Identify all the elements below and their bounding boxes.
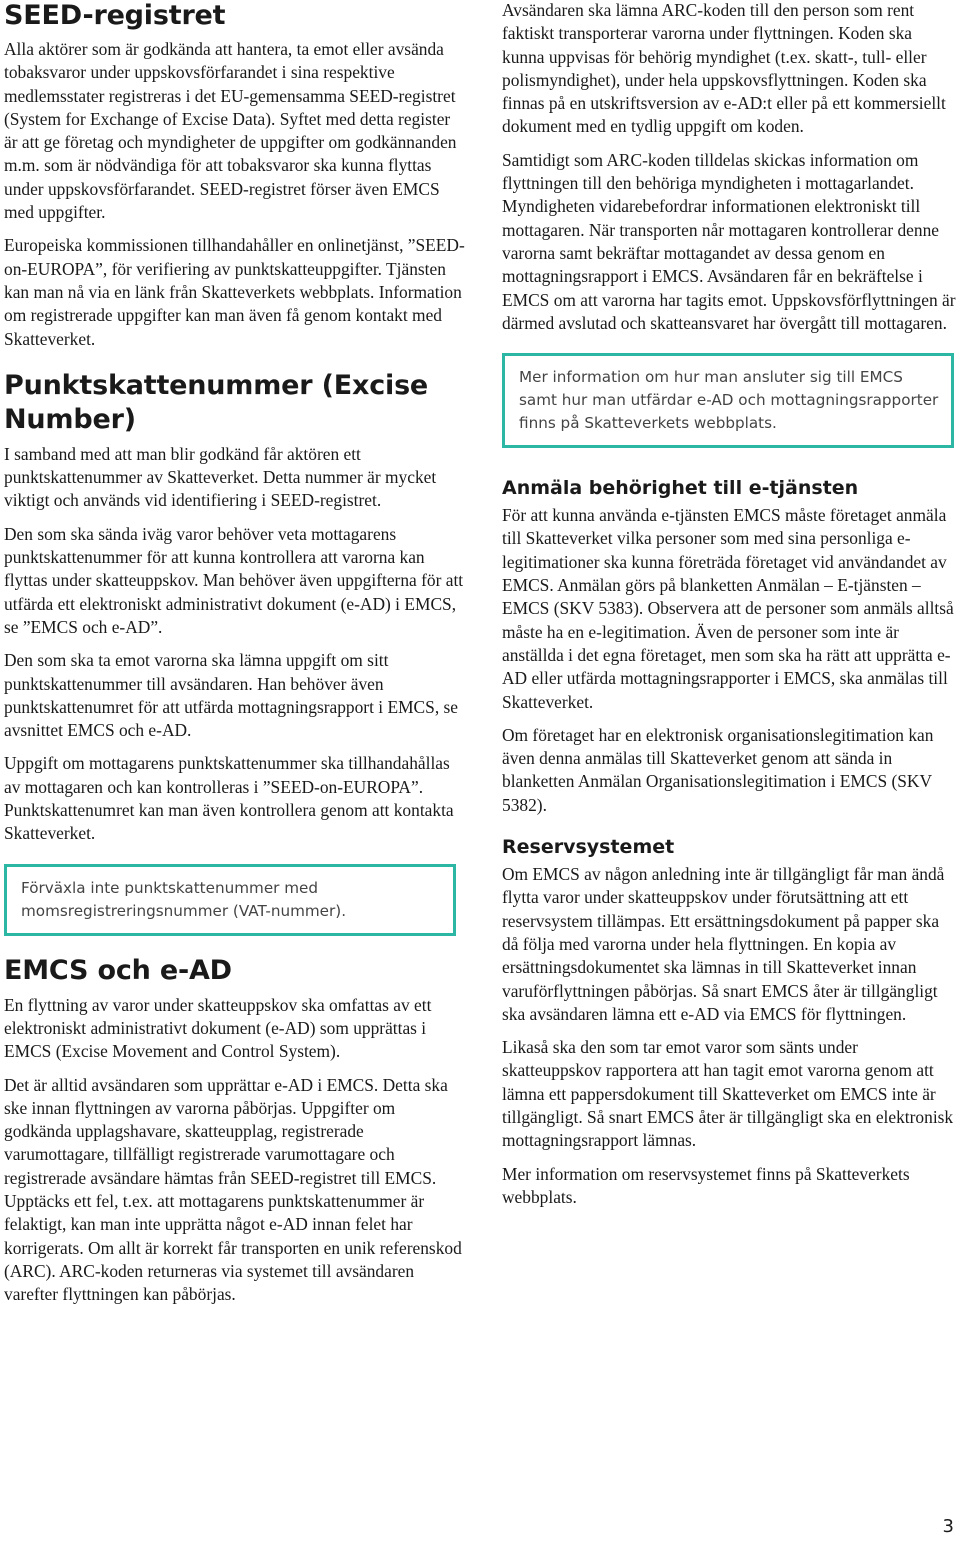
seed-paragraph-1: Alla aktörer som är godkända att hantera, ta emot eller avsända tobaksvaror under uppskovsförfarandet i sina respektive medlemsstater registreras i det EU-gemensamma SEED-registret (System for Exchange of Excise Data). Syftet med detta register är att ge företag och myndigheter de uppgifter om godkännanden m.m. som är nödvändiga för att tobaksvaror ska kunna flyttas under uppskovsförfarandet. SEED-registret förser även EMCS med uppgifter. [4,39,457,223]
excise-heading: Punktskattenummer (Excise Number) [4,369,429,435]
emcs-paragraph-2: Det är alltid avsändaren som upprättar e-AD i EMCS. Detta ska ske innan flyttningen av varorna påbörjas. Uppgifter om godkända upplagshavare, skatteupplag, registrerade varumottagare, tillfälligt registrerade varumottagare och registrerade avsändare hämtas från SEED-registret till EMCS. Upptäcks ett fel, t.ex. att mottagarens punktskattenummer är felaktigt, kan man inte upprätta något e-AD innan felet har korrigerats. Om allt är korrekt får transporten en unik referenskod (ARC). ARC-koden returneras via systemet till avsändaren varefter flyttningen kan påbörjas. [4,1074,462,1305]
vat-notice-text: Förväxla inte punktskattenummer med momsregistreringsnummer (VAT-nummer). [21,878,347,920]
emcs-heading: EMCS och e-AD [4,954,232,986]
seed-paragraph-2: Europeiska kommissionen tillhandahåller en onlinetjänst, ”SEED-on-EUROPA”, för verifiering av punktskatteuppgifter. Tjänsten kan man nå via en länk från Skatteverkets webbplats. Information om registrerade uppgifter kan man även få genom kontakt med Skatteverket. [4,235,465,349]
reserve-paragraph-3: Mer information om reservsystemet finns på Skatteverkets webbplats. [502,1163,910,1207]
arc-paragraph-2: Samtidigt som ARC-koden tilldelas skickas information om flyttningen till den behöriga myndigheten i mottagarlandet. Myndigheten vidarebefordrar informationen elektroniskt till mottagaren. När transporten når mottagaren kontrollerar denne varorna samt bekräftar mottagandet av dessa genom en mottagningsrapport i EMCS. Avsändaren får en bekräftelse i EMCS om att varorna har tagits emot. Uppskovsförflyttningen är därmed avslutad och skatteansvaret har övergått till mottagaren. [502,149,956,333]
excise-paragraph-3: Den som ska ta emot varorna ska lämna uppgift om sitt punktskattenummer till avsändaren. Han behöver även punktskattenumret för att utfärda mottagningsrapport i EMCS, se avsnittet EMCS och e-AD. [4,650,458,741]
excise-paragraph-2: Den som ska sända iväg varor behöver veta mottagarens punktskattenummer för att kunna kontrollera att varorna kan flyttas under skatteuppskov. Man behöver även uppgifterna för att utfärda ett elektroniskt administrativt dokument (e-AD) i EMCS, se ”EMCS och e-AD”. [4,523,464,637]
excise-paragraph-4: Uppgift om mottagarens punktskattenummer ska tillhandahållas av mottagaren och kan kontrolleras i ”SEED-on-EUROPA”. Punktskattenumret kan man även kontrollera genom att kontakta Skatteverket. [4,753,454,844]
emcs-paragraph-1: En flyttning av varor under skatteuppskov ska omfattas av ett elektroniskt administrativt dokument (e-AD) som upprättas i EMCS (Excise Movement and Control System). [4,994,432,1062]
emcs-info-text: Mer information om hur man ansluter sig till EMCS samt hur man utfärdar e-AD och mottagningsrapporter finns på Skatteverkets webbplats. [519,368,939,433]
reserve-paragraph-1: Om EMCS av någon anledning inte är tillgängligt får man ändå flytta varor under skatteuppskov under förutsättning att ett reservsystem tillämpas. Ett ersättningsdokument på papper ska då följa med varorna under hela flyttningen. En kopia av ersättningsdokumentet ska lämnas in till Skatteverket innan varuförflyttningen påbörjas. Så snart EMCS åter är tillgängligt ska avsändaren lämna ett e-AD via EMCS för flyttningen. [502,864,945,1024]
authorization-heading: Anmäla behörighet till e-tjänsten [502,477,859,500]
excise-paragraph-1: I samband med att man blir godkänd får aktören ett punktskattenummer av Skatteverket. Detta nummer är mycket viktigt och används vid identifiering i SEED-registret. [4,443,437,511]
reserve-paragraph-2: Likaså ska den som tar emot varor som sänts under skatteuppskov rapportera att han tagit emot varorna genom att lämna ett pappersdokument till Skatteverket om EMCS inte är tillgängligt. Så snart EMCS åter är tillgängligt ska en elektronisk mottagningsrapport lämnas. [502,1037,954,1151]
arc-paragraph-1: Avsändaren ska lämna ARC-koden till den person som rent faktiskt transporterar varorna under flyttningen. Koden ska kunna uppvisas för behörig myndighet (t.ex. skatt-, tull- eller polismyndighet), under hela uppskovsflyttningen. Koden ska finnas på en utskriftsversion av e-AD:t eller på ett kommersiellt dokument med en tydlig uppgift om koden. [502,0,946,137]
authorization-paragraph-1: För att kunna använda e-tjänsten EMCS måste företaget anmäla till Skatteverket vilka personer som med sina personliga e-legitimationer ska kunna företräda företaget vid användandet av EMCS. Anmälan görs på blanketten Anmälan – E-tjänsten – EMCS (SKV 5383). Observera att de personer som anmäls alltså måste ha en e-legitimation. Även de personer som inte är anställda i det egna företaget, men som ska ha rätt att upprätta e-AD eller utfärda mottagningsrapporter i EMCS, ska anmälas till Skatteverket. [502,505,954,712]
right-column [502,0,958,1219]
vat-notice-box [4,864,456,936]
seed-heading: SEED-registret [4,0,226,31]
reserve-heading: Reservsystemet [502,836,675,859]
page-number: 3 [942,1516,954,1537]
emcs-info-box [502,353,954,448]
authorization-paragraph-2: Om företaget har en elektronisk organisationslegitimation kan även denna anmälas till Skatteverket genom att sända in blanketten Anmälan Organisationslegitimation i EMCS (SKV 5382). [502,724,934,815]
left-column [4,0,466,1316]
